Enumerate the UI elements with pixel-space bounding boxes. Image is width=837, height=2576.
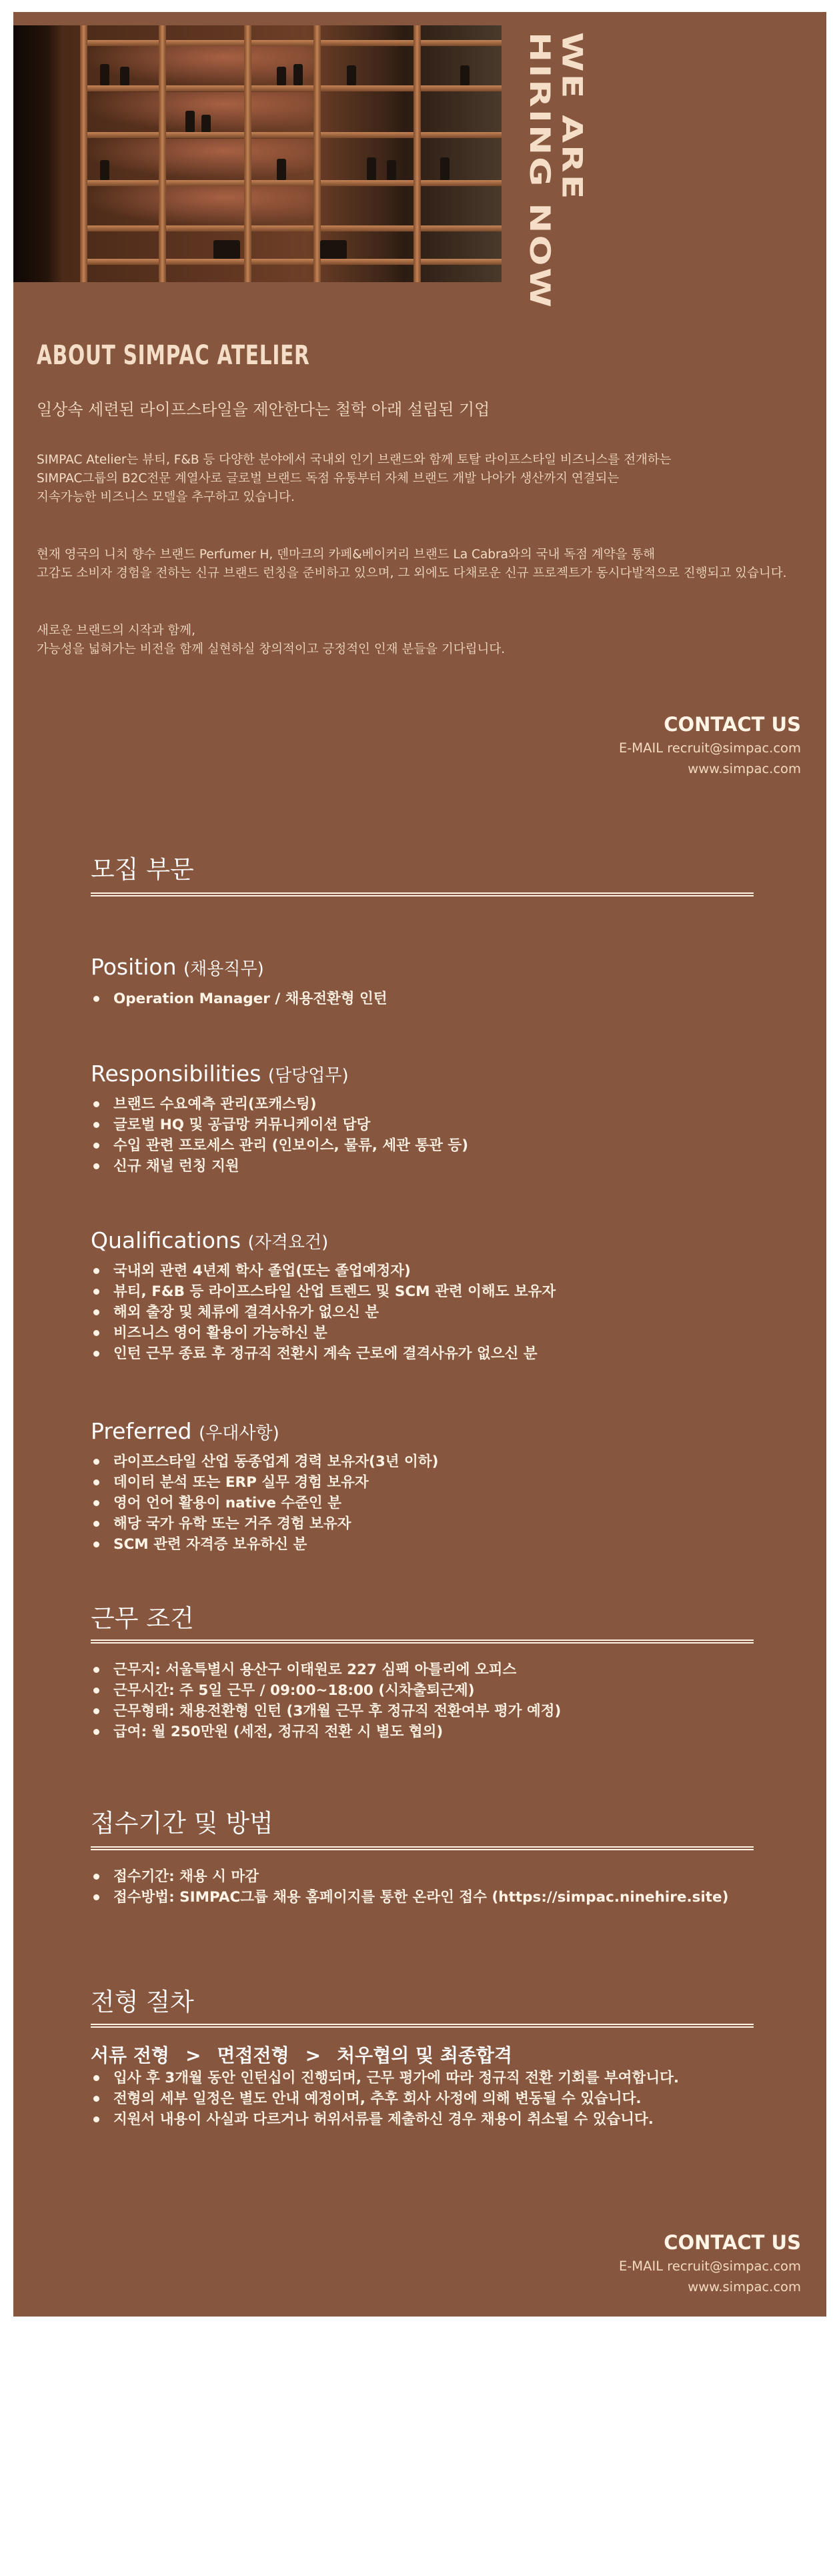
- section-title-conditions: 근무 조건: [91, 1604, 194, 1633]
- about-paragraph-3: [37, 622, 505, 659]
- section-divider: [91, 1846, 754, 1850]
- about-paragraph-2: [37, 546, 787, 583]
- preferred-heading-ko: (우대사항): [198, 1423, 279, 1443]
- about-paragraph-line: SIMPAC Atelier는 뷰티, F&B 등 다양한 분야에서 국내외 인기 브랜드와 함께 토탈 라이프스타일 비즈니스를 전개하는: [37, 453, 672, 467]
- section-divider: [91, 1640, 754, 1644]
- preferred-heading-en: Preferred: [91, 1418, 192, 1444]
- contact-website-link[interactable]: www.simpac.com: [688, 2279, 801, 2295]
- list-item: 비즈니스 영어 활용이 가능하신 분: [91, 1323, 556, 1343]
- hiring-headline-line2: HIRING NOW: [524, 32, 557, 309]
- list-item: SCM 관련 자격증 보유하신 분: [91, 1534, 438, 1555]
- preferred-heading: [91, 1418, 279, 1444]
- list-item: 라이프스타일 산업 동종업계 경력 보유자(3년 이하): [91, 1451, 438, 1472]
- process-arrow: >: [305, 2044, 321, 2066]
- process-step-2: 면접전형: [217, 2044, 289, 2066]
- responsibilities-heading-en: Responsibilities: [91, 1061, 261, 1087]
- about-paragraph-line: SIMPAC그룹의 B2C전문 계열사로 글로벌 브랜드 독점 유통부터 자체 브랜드 개발 나아가 생산까지 연결되는: [37, 472, 620, 486]
- section-title-process: 전형 절차: [91, 1988, 194, 2016]
- list-item: 근무형태: 채용전환형 인턴 (3개월 근무 후 정규직 전환여부 평가 예정): [91, 1701, 561, 1722]
- position-heading: [91, 954, 264, 980]
- list-item: 근무시간: 주 5일 근무 / 09:00~18:00 (시차출퇴근제): [91, 1680, 561, 1701]
- process-step-3: 처우협의 및 최종합격: [337, 2044, 513, 2066]
- list-item: 수입 관련 프로세스 관리 (인보이스, 물류, 세관 통관 등): [91, 1135, 468, 1156]
- preferred-list: [91, 1451, 438, 1555]
- contact-block-bottom: [619, 2229, 801, 2297]
- about-paragraph-line: 지속가능한 비즈니스 모델을 추구하고 있습니다.: [37, 490, 295, 504]
- list-item: 입사 후 3개월 동안 인턴십이 진행되며, 근무 평가에 따라 정규직 전환 기회를 부여합니다.: [91, 2068, 679, 2088]
- position-list: [91, 989, 387, 1009]
- list-item: 전형의 세부 일정은 별도 안내 예정이며, 추후 회사 사정에 의해 변동될 수 있습니다.: [91, 2088, 679, 2109]
- list-item: 데이터 분석 또는 ERP 실무 경험 보유자: [91, 1472, 438, 1493]
- list-item: 해외 출장 및 체류에 결격사유가 없으신 분: [91, 1302, 556, 1323]
- hiring-headline: [524, 32, 588, 309]
- responsibilities-list: [91, 1094, 468, 1177]
- contact-title: CONTACT US: [664, 2231, 801, 2254]
- list-item: 근무지: 서울특별시 용산구 이태원로 227 심팩 아틀리에 오피스: [91, 1660, 561, 1680]
- contact-email[interactable]: E-MAIL recruit@simpac.com: [618, 740, 801, 756]
- list-item: 뷰티, F&B 등 라이프스타일 산업 트렌드 및 SCM 관련 이해도 보유자: [91, 1281, 556, 1302]
- job-posting-card: [13, 12, 826, 2317]
- responsibilities-heading: [91, 1061, 349, 1087]
- list-item: 글로벌 HQ 및 공급망 커뮤니케이션 담당: [91, 1115, 468, 1135]
- about-title: ABOUT SIMPAC ATELIER: [37, 340, 310, 371]
- list-item[interactable]: 접수방법: SIMPAC그룹 채용 홈페이지를 통한 온라인 접수 (https://simpac.ninehire.site): [91, 1887, 728, 1908]
- list-item: 브랜드 수요예측 관리(포캐스팅): [91, 1094, 468, 1115]
- position-heading-ko: (채용직무): [183, 959, 264, 979]
- section-divider: [91, 892, 754, 896]
- about-paragraph-line: 고감도 소비자 경험을 전하는 신규 브랜드 런칭을 준비하고 있으며, 그 외에도 다채로운 신규 프로젝트가 동시다발적으로 진행되고 있습니다.: [37, 566, 787, 580]
- about-paragraph-line: 새로운 브랜드의 시작과 함께,: [37, 624, 195, 638]
- about-paragraph-1: [37, 451, 672, 507]
- section-title-apply: 접수기간 및 방법: [91, 1809, 273, 1838]
- contact-title: CONTACT US: [664, 713, 801, 736]
- section-divider: [91, 2024, 754, 2028]
- list-item: 영어 언어 활용이 native 수준인 분: [91, 1493, 438, 1513]
- list-item: 지원서 내용이 사실과 다르거나 허위서류를 제출하신 경우 채용이 취소될 수 있습니다.: [91, 2109, 679, 2130]
- responsibilities-heading-ko: (담당업무): [267, 1066, 349, 1086]
- about-tagline: 일상속 세련된 라이프스타일을 제안한다는 철학 아래 설립된 기업: [37, 400, 490, 419]
- list-item: 신규 채널 런칭 지원: [91, 1156, 468, 1177]
- contact-email[interactable]: E-MAIL recruit@simpac.com: [618, 2259, 801, 2274]
- process-arrow: >: [185, 2044, 201, 2066]
- list-item: 접수기간: 채용 시 마감: [91, 1866, 728, 1887]
- list-item: 급여: 월 250만원 (세전, 정규직 전환 시 별도 협의): [91, 1722, 561, 1742]
- about-paragraph-line: 가능성을 넓혀가는 비전을 함께 실현하실 창의적이고 긍정적인 인재 분들을 기다립니다.: [37, 642, 506, 656]
- list-item: Operation Manager / 채용전환형 인턴: [91, 989, 387, 1009]
- position-heading-en: Position: [91, 954, 177, 980]
- list-item: 국내외 관련 4년제 학사 졸업(또는 졸업예정자): [91, 1261, 556, 1281]
- contact-website-link[interactable]: www.simpac.com: [688, 761, 801, 776]
- hero-shelf-photo: [13, 25, 502, 282]
- qualifications-list: [91, 1261, 556, 1364]
- hiring-headline-line1: WE ARE: [556, 32, 589, 201]
- section-title-recruit: 모집 부문: [91, 855, 194, 884]
- about-paragraph-line: 현재 영국의 니치 향수 브랜드 Perfumer H, 덴마크의 카페&베이커리 브랜드 La Cabra와의 국내 독점 계약을 통해: [37, 548, 656, 562]
- qualifications-heading-en: Qualifications: [91, 1227, 241, 1253]
- process-steps: [91, 2041, 512, 2068]
- conditions-list: [91, 1660, 561, 1742]
- qualifications-heading-ko: (자격요건): [247, 1233, 329, 1253]
- qualifications-heading: [91, 1227, 328, 1253]
- process-notes-list: [91, 2068, 679, 2130]
- process-step-1: 서류 전형: [91, 2044, 169, 2066]
- contact-block-top: [619, 711, 801, 779]
- list-item: 인턴 근무 종료 후 정규직 전환시 계속 근로에 결격사유가 없으신 분: [91, 1343, 556, 1364]
- list-item: 해당 국가 유학 또는 거주 경험 보유자: [91, 1513, 438, 1534]
- apply-list: [91, 1866, 728, 1908]
